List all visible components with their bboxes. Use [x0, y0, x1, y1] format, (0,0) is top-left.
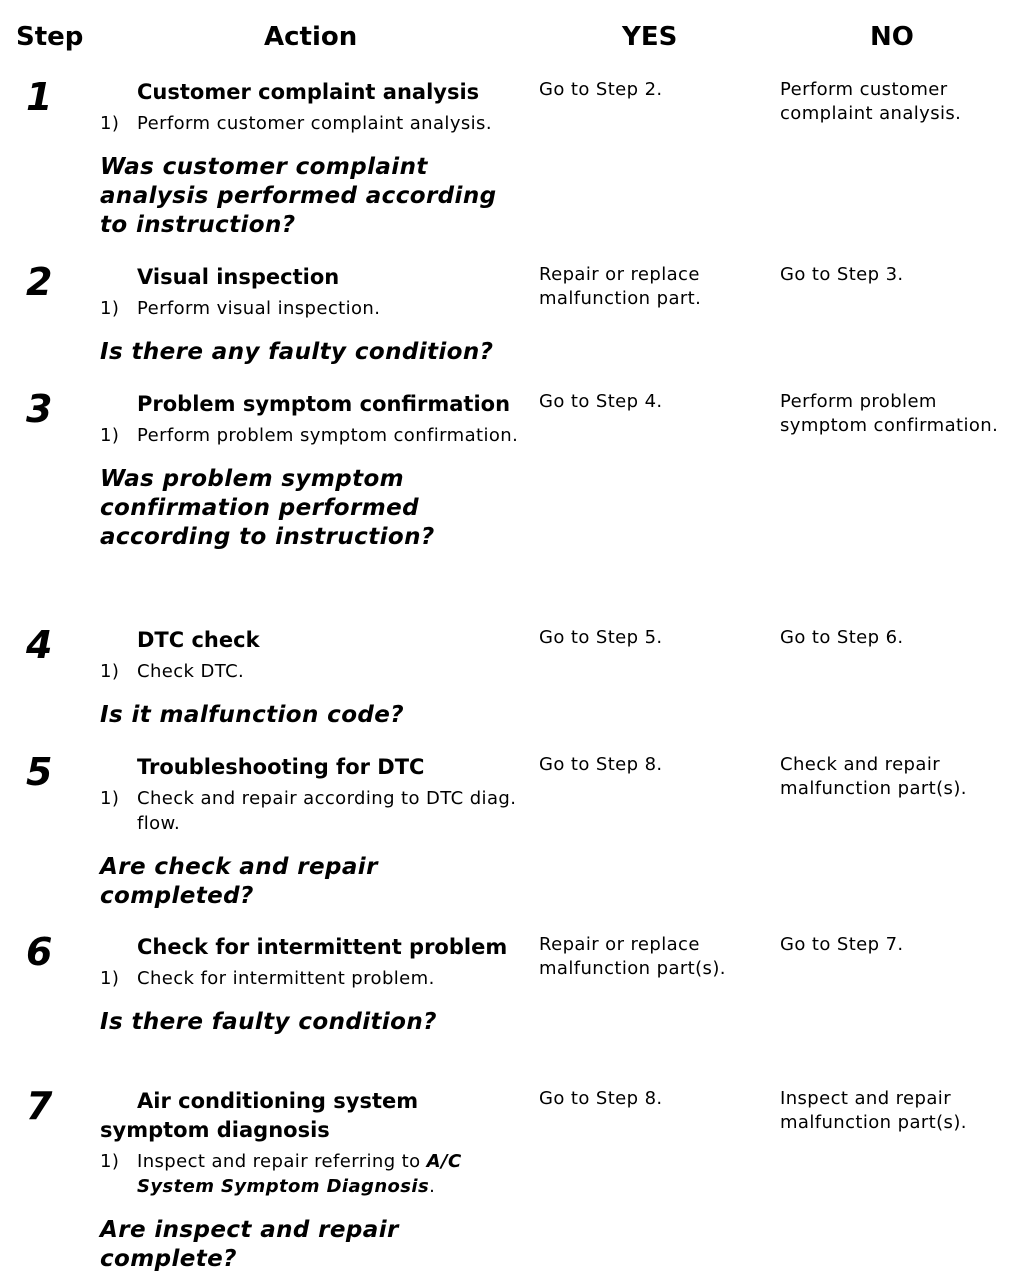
action-item [100, 423, 530, 448]
no-result: Check and repair malfunction part(s). [780, 754, 967, 799]
action-title: Problem symptom confirmation [137, 392, 511, 416]
step-number: 6 [26, 930, 53, 974]
action-item-number: 1) [100, 1151, 120, 1172]
action-item-number: 1) [100, 788, 120, 809]
step-number: 3 [26, 387, 53, 431]
action-item-text: Perform problem symptom confirmation. [137, 425, 519, 446]
action-cell [100, 1087, 530, 1274]
action-title: Check for intermittent problem [137, 935, 508, 959]
action-question: Is there any faulty condition? [100, 339, 494, 365]
step-number: 2 [26, 260, 53, 304]
action-item [100, 1149, 530, 1199]
step-number: 7 [26, 1084, 53, 1128]
action-cell [100, 390, 530, 552]
no-result: Perform problem symptom confirmation. [780, 391, 999, 436]
action-title: DTC check [137, 628, 260, 652]
action-cell [100, 626, 530, 730]
yes-result: Go to Step 2. [539, 79, 663, 100]
column-header-yes: YES [622, 22, 678, 52]
action-item-text: Check DTC. [137, 661, 245, 682]
action-item [100, 111, 530, 136]
action-item-number: 1) [100, 661, 120, 682]
action-question: Was problem symptom confirmation performed according to instruction? [100, 466, 435, 550]
action-item-number: 1) [100, 113, 120, 134]
action-item-text: Check and repair according to DTC diag. flow. [137, 788, 517, 834]
action-cell [100, 753, 530, 911]
yes-result: Repair or replace malfunction part. [539, 264, 702, 309]
action-item-text: Perform visual inspection. [137, 298, 381, 319]
action-question: Are inspect and repair complete? [100, 1217, 399, 1272]
yes-result: Go to Step 4. [539, 391, 663, 412]
step-number: 5 [26, 750, 53, 794]
column-header-step: Step [16, 22, 84, 52]
yes-result: Go to Step 8. [539, 1088, 663, 1109]
column-header-no: NO [870, 22, 914, 52]
action-title: Visual inspection [137, 265, 340, 289]
action-item-text: Check for intermittent problem. [137, 968, 435, 989]
step-number: 1 [26, 75, 53, 119]
yes-result: Go to Step 5. [539, 627, 663, 648]
action-title: Customer complaint analysis [137, 80, 480, 104]
action-item-suffix: . [429, 1176, 436, 1197]
yes-result: Repair or replace malfunction part(s). [539, 934, 726, 979]
action-cell [100, 933, 530, 1037]
action-item-number: 1) [100, 968, 120, 989]
action-item-text: Inspect and repair referring to [137, 1151, 427, 1172]
step-number: 4 [26, 623, 53, 667]
action-item [100, 966, 530, 991]
action-item [100, 296, 530, 321]
yes-result: Go to Step 8. [539, 754, 663, 775]
action-item-text: Perform customer complaint analysis. [137, 113, 492, 134]
action-title: Air conditioning system symptom diagnosis [100, 1089, 419, 1142]
no-result: Perform customer complaint analysis. [780, 79, 962, 124]
action-title: Troubleshooting for DTC [137, 755, 425, 779]
action-question: Is there faulty condition? [100, 1009, 437, 1035]
no-result: Go to Step 3. [780, 264, 904, 285]
action-question: Are check and repair completed? [100, 854, 378, 909]
action-cell [100, 78, 530, 240]
action-item-number: 1) [100, 425, 120, 446]
action-question: Was customer complaint analysis performed according to instruction? [100, 154, 497, 238]
action-cell [100, 263, 530, 367]
column-header-action: Action [264, 22, 358, 52]
action-question: Is it malfunction code? [100, 702, 404, 728]
action-item [100, 659, 530, 684]
reference-link-ac-symptom-diagnosis: A/C System Symptom Diagnosis [137, 1151, 462, 1197]
no-result: Inspect and repair malfunction part(s). [780, 1088, 967, 1133]
no-result: Go to Step 7. [780, 934, 904, 955]
no-result: Go to Step 6. [780, 627, 904, 648]
action-item-number: 1) [100, 298, 120, 319]
action-item [100, 786, 530, 836]
